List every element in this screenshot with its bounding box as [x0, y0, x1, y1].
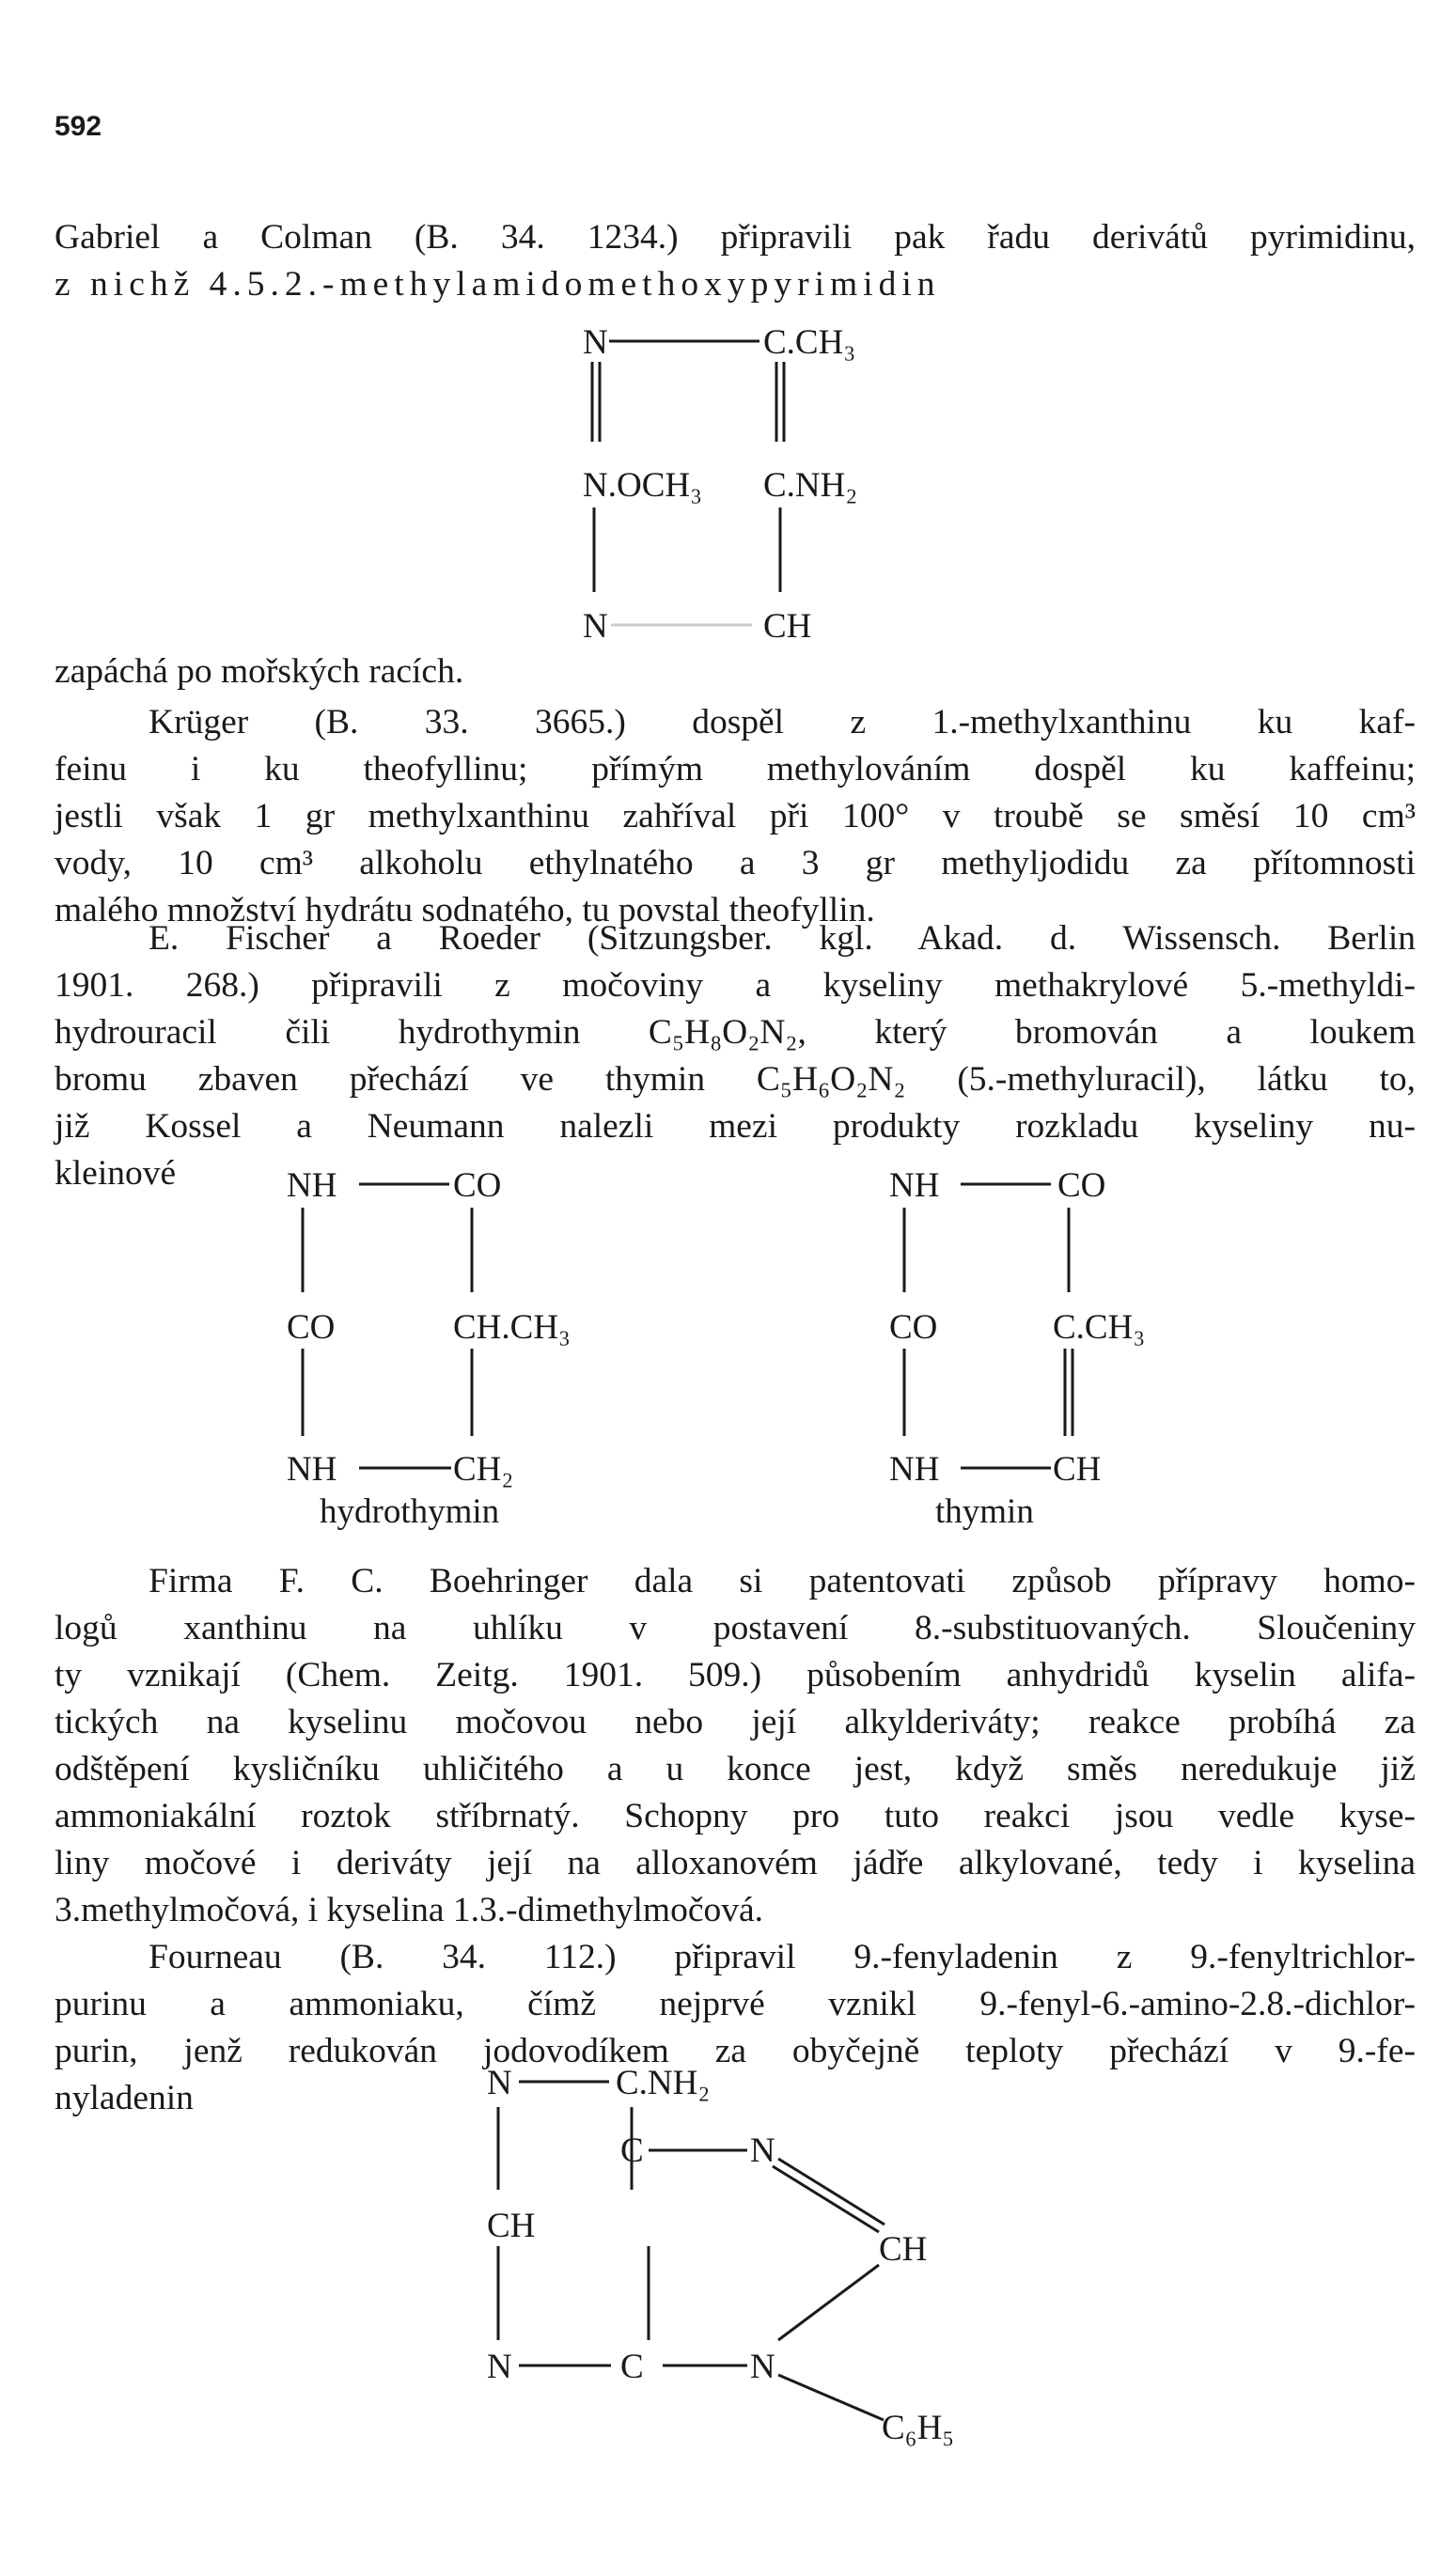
atom-label: N.OCH₃	[583, 466, 702, 505]
atom-label: CH₂	[453, 1450, 514, 1489]
atom-label: CH	[487, 2207, 536, 2245]
text-line: Fourneau (B. 34. 112.) připravil 9.-fenyladenin z 9.-fenyltrichlor-	[149, 1938, 1416, 1976]
atom-label: NH	[287, 1166, 337, 1205]
text-line: ammoniakální roztok stříbrnatý. Schopny pro tuto reakci jsou vedle kyse-	[55, 1797, 1416, 1835]
text-line: ty vznikají (Chem. Zeitg. 1901. 509.) působením anhydridů kyselin alifa-	[55, 1656, 1416, 1694]
atom-label: C.CH₃	[763, 323, 856, 362]
formula-caption: thymin	[935, 1492, 1034, 1531]
text-line: tických na kyselinu močovou nebo její alkylderiváty; reakce probíhá za	[55, 1703, 1416, 1741]
text-line: purin, jenž redukován jodovodíkem za obyčejně teploty přechází v 9.-fe-	[55, 2032, 1416, 2070]
text-line: 1901. 268.) připravili z močoviny a kyseliny methakrylové 5.-methyldi-	[55, 966, 1416, 1005]
atom-label: CH	[763, 607, 812, 646]
atom-label: N	[487, 2064, 512, 2102]
atom-label: C	[620, 2348, 644, 2386]
bond	[773, 2166, 879, 2232]
atom-label: C	[620, 2131, 644, 2170]
text-line: Krüger (B. 33. 3665.) dospěl z 1.-methylxanthinu ku kaf-	[149, 703, 1416, 742]
paragraph-fischer-roeder	[55, 915, 1416, 1197]
atom-label: CO	[1057, 1166, 1106, 1205]
text-line: z nichž 4.5.2.-methylamidomethoxypyrimidin	[55, 265, 941, 304]
atom-label: CH.CH₃	[453, 1308, 571, 1347]
paragraph-gabriel-colman	[55, 214, 1416, 308]
text-line: E. Fischer a Roeder (Sitzungsber. kgl. Akad. d. Wissensch. Berlin	[149, 919, 1416, 958]
text-line: vody, 10 cm³ alkoholu ethylnatého a 3 gr methyljodidu za přítomnosti	[55, 844, 1416, 882]
atom-label: C.NH₂	[763, 466, 858, 505]
atom-label: CO	[889, 1308, 938, 1347]
atom-label: C.NH₂	[616, 2064, 711, 2102]
text-line: Firma F. C. Boehringer dala si patentovati způsob přípravy homo-	[149, 1562, 1416, 1600]
bond	[778, 2159, 885, 2225]
bond	[778, 2375, 884, 2420]
bond	[778, 2265, 879, 2340]
paragraph-fourneau	[55, 1934, 1416, 2122]
atom-label: CO	[453, 1166, 502, 1205]
text-line: hydrouracil čili hydrothymin C₅H₈O₂N₂, který bromován a loukem	[55, 1013, 1416, 1052]
formula-caption: hydrothymin	[320, 1492, 500, 1531]
atom-label: NH	[889, 1166, 940, 1205]
atom-label: C.CH₃	[1053, 1308, 1146, 1347]
atom-label: CO	[287, 1308, 336, 1347]
text-line: purinu a ammoniaku, čímž nejprvé vznikl 9.-fenyl-6.-amino-2.8.-dichlor-	[55, 1985, 1416, 2023]
atom-label: N	[583, 323, 608, 362]
text-line: již Kossel a Neumann nalezli mezi produkty rozkladu kyseliny nu-	[55, 1107, 1416, 1146]
paragraph-boehringer	[55, 1558, 1416, 1934]
text-line: malého množství hydrátu sodnatého, tu povstal theofyllin.	[55, 891, 875, 929]
text-line: 3.methylmočová, i kyselina 1.3.-dimethylmočová.	[55, 1891, 764, 1929]
paragraph-kruger	[55, 699, 1416, 934]
text-line: kleinové	[55, 1154, 177, 1193]
atom-label: NH	[287, 1450, 337, 1489]
atom-label: N	[583, 607, 608, 646]
text-line: logů xanthinu na uhlíku v postavení 8.-substituovaných. Sloučeniny	[55, 1609, 1416, 1647]
atom-label: C₆H₅	[882, 2409, 955, 2447]
text-line: Gabriel a Colman (B. 34. 1234.) připravili pak řadu derivátů pyrimidinu,	[55, 218, 1416, 257]
text-line: odštěpení kysličníku uhličitého a u konce jest, když směs neredukuje již	[55, 1750, 1416, 1788]
paragraph-zapacha	[55, 648, 1416, 695]
atom-label: NH	[889, 1450, 940, 1489]
page-number: 592	[55, 111, 102, 142]
text-line: bromu zbaven přechází ve thymin C₅H₆O₂N₂ (5.-methyluracil), látku to,	[55, 1060, 1416, 1099]
text-line: zapáchá po mořských racích.	[55, 652, 464, 691]
text-line: feinu i ku theofyllinu; přímým methylováním dospěl ku kaffeinu;	[55, 750, 1416, 788]
atom-label: N	[487, 2348, 512, 2386]
atom-label: N	[750, 2348, 775, 2386]
text-line: nyladenin	[55, 2079, 194, 2117]
text-line: liny močové i deriváty její na alloxanovém jádře alkylované, tedy i kyselina	[55, 1844, 1416, 1882]
atom-label: N	[750, 2131, 775, 2170]
formula-atoms	[287, 323, 1145, 2447]
atom-label: CH	[1053, 1450, 1102, 1489]
atom-label: CH	[879, 2230, 928, 2269]
text-line: jestli však 1 gr methylxanthinu zahříval při 100° v troubě se směsí 10 cm³	[55, 797, 1416, 835]
